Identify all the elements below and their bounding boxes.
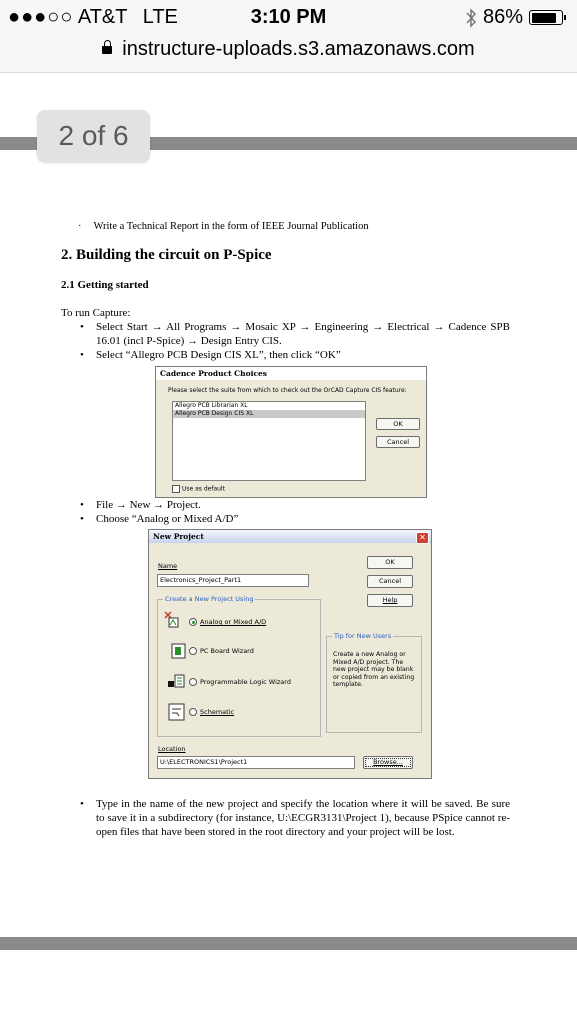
cancel-button[interactable]: Cancel bbox=[367, 575, 413, 588]
project-name-input[interactable]: Electronics_Project_Part1 bbox=[157, 574, 309, 587]
close-icon[interactable]: ✕ bbox=[416, 532, 429, 544]
radio-icon bbox=[189, 678, 197, 686]
list-item: • File → New → Project. bbox=[80, 498, 510, 512]
checkbox-label: Use as default bbox=[182, 485, 225, 493]
radio-icon bbox=[189, 647, 197, 655]
tip-label: Tip for New Users bbox=[334, 632, 392, 640]
bullet-list-c bbox=[80, 797, 510, 839]
carrier-name: AT&T bbox=[77, 6, 128, 28]
status-right bbox=[465, 6, 563, 29]
tip-group bbox=[326, 632, 422, 733]
battery-icon bbox=[529, 10, 563, 25]
url-text: instructure-uploads.s3.amazonaws.com bbox=[122, 38, 475, 60]
pc-board-icon bbox=[169, 641, 189, 661]
location-input[interactable]: U:\ELECTRONICS1\Project1 bbox=[157, 756, 355, 769]
subsection-heading: 2.1 Getting started bbox=[61, 279, 149, 291]
option-label: PC Board Wizard bbox=[200, 647, 254, 655]
tip-text: Create a new Analog or Mixed A/D project. The new project may be blank or copied from an existing template. bbox=[333, 651, 415, 688]
dialog-prompt: Please select the suite from which to check out the OrCAD Capture CIS feature: bbox=[168, 387, 407, 394]
intro-text: To run Capture: bbox=[61, 307, 131, 319]
bluetooth-icon bbox=[465, 8, 477, 28]
section-heading: 2. Building the circuit on P-Spice bbox=[61, 247, 272, 263]
list-item: • Type in the name of the new project and specify the location where it will be saved. Be sure to save it in a subdirectory (for instance, U:\ECGR3131\Project 1), because PSpice cannot re-open files that have been stored in the root directory and your project will be lost. bbox=[80, 797, 510, 839]
dialog-title: Cadence Product Choices bbox=[156, 367, 426, 380]
list-item: • Select “Allegro PCB Design CIS XL”, then click “OK” bbox=[80, 348, 510, 362]
pc-board-option[interactable] bbox=[189, 647, 254, 655]
option-label: Programmable Logic Wizard bbox=[200, 678, 291, 686]
lock-icon bbox=[102, 46, 112, 54]
programmable-logic-icon bbox=[167, 672, 187, 692]
programmable-logic-option[interactable] bbox=[189, 678, 291, 686]
browse-button[interactable]: Browse... bbox=[363, 756, 413, 769]
radio-icon bbox=[189, 708, 197, 716]
cancel-button[interactable]: Cancel bbox=[376, 436, 420, 448]
schematic-icon bbox=[167, 702, 187, 722]
list-item[interactable]: Allegro PCB Librarian XL bbox=[175, 402, 248, 409]
dialog-title: New Project bbox=[149, 530, 431, 543]
top-bullet-text: Write a Technical Report in the form of IEEE Journal Publication bbox=[93, 221, 369, 232]
top-bullet: · Write a Technical Report in the form of IEEE Journal Publication bbox=[78, 221, 369, 232]
use-as-default-checkbox[interactable] bbox=[172, 485, 225, 493]
network-type: LTE bbox=[142, 6, 178, 28]
option-label: Analog or Mixed A/D bbox=[200, 618, 267, 626]
clock: 3:10 PM bbox=[250, 6, 327, 28]
signal-dots-icon: ●●●○○ bbox=[8, 6, 74, 28]
help-button[interactable]: Help bbox=[367, 594, 413, 607]
ok-button[interactable]: OK bbox=[367, 556, 413, 569]
name-label: Name bbox=[158, 562, 178, 570]
ok-button[interactable]: OK bbox=[376, 418, 420, 430]
list-item[interactable]: Allegro PCB Design CIS XL bbox=[173, 410, 365, 418]
list-item: • Select Start → All Programs → Mosaic XP → Engineering → Electrical → Cadence SPB 16.01 (incl P-Spice) → Design Entry CIS. bbox=[80, 320, 510, 348]
analog-option[interactable] bbox=[189, 618, 266, 626]
suite-listbox[interactable] bbox=[172, 401, 366, 481]
analog-project-icon bbox=[163, 610, 183, 630]
address-bar[interactable] bbox=[0, 38, 577, 61]
group-label: Create a New Project Using bbox=[165, 595, 254, 603]
checkbox-icon bbox=[172, 485, 180, 493]
location-label: Location bbox=[158, 745, 186, 753]
schematic-option[interactable] bbox=[189, 708, 234, 716]
bullet-list-b bbox=[80, 498, 510, 526]
new-project-dialog bbox=[148, 529, 432, 779]
list-item: • Choose “Analog or Mixed A/D” bbox=[80, 512, 510, 526]
status-bar bbox=[0, 0, 577, 73]
bullet-list-a bbox=[80, 320, 510, 362]
cadence-product-choices-dialog bbox=[155, 366, 427, 498]
radio-selected-icon bbox=[189, 618, 197, 626]
option-label: Schematic bbox=[200, 708, 235, 716]
battery-percent: 86% bbox=[482, 6, 523, 28]
page-indicator: 2 of 6 bbox=[37, 110, 150, 162]
page-bottom-divider bbox=[0, 937, 577, 950]
